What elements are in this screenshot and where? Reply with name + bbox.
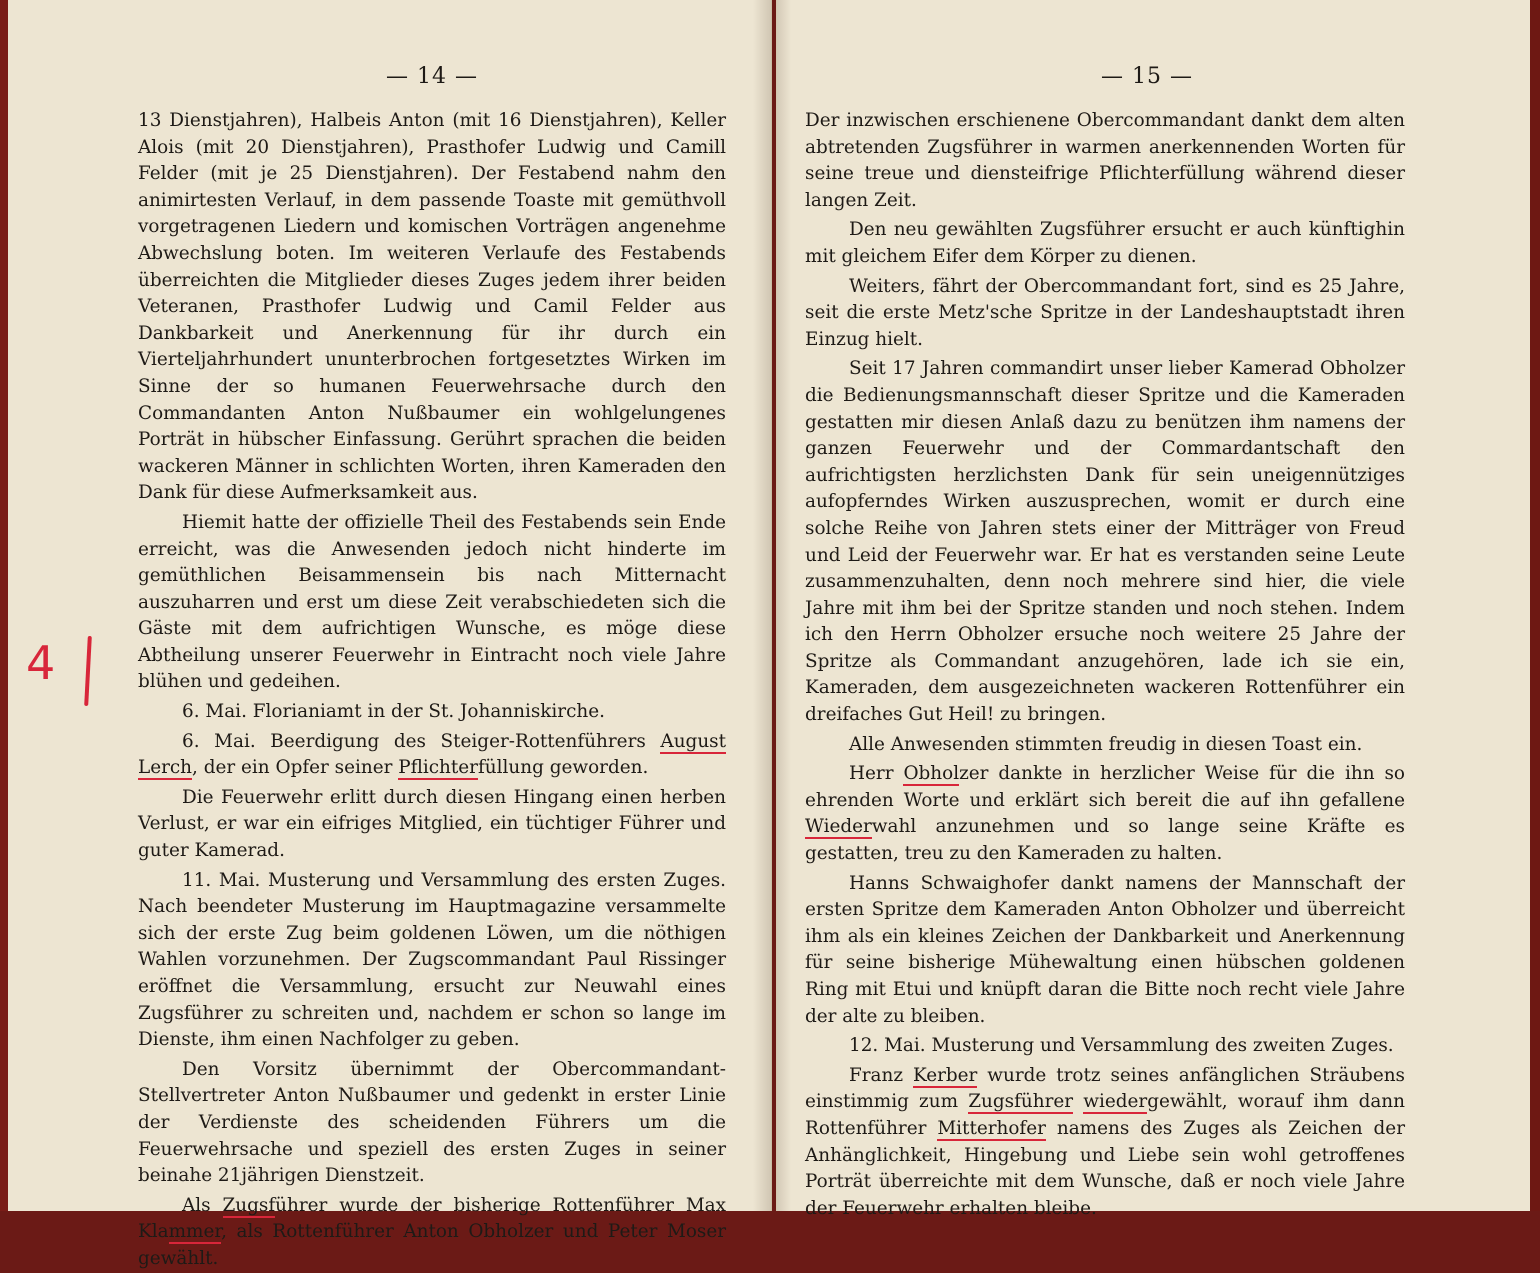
text-run: wahl anzunehmen und so lange seine Kräfte es gestatten, treu zu den Kameraden zu halten. — [805, 816, 1405, 865]
text-run: 6. Mai. Florianiamt in der St. Johanniskirche. — [182, 701, 605, 723]
underlined-text: Wieder — [805, 816, 872, 838]
text-run: , als Rottenführer Anton Obholzer und Peter Moser gewählt. — [138, 1221, 726, 1269]
text-run: zer dankte in herzlicher Weise für die ihn so ehrenden Worte und erklärt sich bereit die auf ihn gefallene — [805, 763, 1405, 811]
underlined-text: Pflichter — [398, 757, 478, 779]
left-page — [0, 0, 772, 1269]
text-run: Franz — [849, 1064, 913, 1086]
text-run: Seit 17 Jahren commandirt unser lieber Kamerad Obholzer die Bedienungsmannschaft dieser Spritze und die Kameraden gestatten mir diesen Anlaß dazu zu benützen ihm namens der ganzen Feuerwehr und der Commardantschaft den aufrichtigsten herzlichsten Dank für sein uneigennütziges aufopferndes Wirken auszusprechen, womit er durch eine solche Reihe von Jahren stets einer der Mitträger von Freud und Leid der Feuerwehr war. Er hat es verstanden seine Leute zusammenzuhalten, denn noch mehrere sind hier, die viele Jahre mit ihm bei der Spritze standen und noch stehen. Indem ich den Herrn Obholzer ersuche noch weitere 25 Jahre der Spritze als Commandant anzugehören, lade ich sie ein, Kameraden, dem ausgezeichneten wackeren Rottenführer ein dreifaches Gut Heil! zu bringen. — [805, 358, 1405, 726]
paragraph — [805, 761, 1405, 867]
paragraph — [138, 1193, 726, 1273]
underlined-text: Zugsf — [222, 1194, 276, 1216]
text-run: Die Feuerwehr erlitt durch diesen Hingang einen herben Verlust, er war ein eifriges Mitglied, ein tüchtiger Führer und guter Kamerad. — [138, 786, 726, 862]
paragraph — [138, 868, 726, 1054]
text-run: ührer wurde der bisherige Rottenführer Max Kla — [138, 1194, 726, 1243]
text-run: namens des Zuges als Zeichen der Anhänglichkeit, Hingebung und Liebe sein wohl getroffenes Porträt überreichte mit dem Wunsche, daß er noch viele Jahre der Feuerwehr erhalten bleibe. — [805, 1117, 1405, 1219]
text-run: füllung geworden. — [477, 757, 649, 779]
text-run: 12. Mai. Musterung und Versammlung des zweiten Zuges. — [849, 1035, 1394, 1057]
text-run: 11. Mai. Musterung und Versammlung des ersten Zuges. Nach beendeter Musterung im Hauptmagazine versammelte sich der erste Zug beim goldenen Löwen, um die nöthigen Wahlen vorzunehmen. Der Zugscommandant Paul Rissinger eröffnet die Versammlung, ersucht zur Neuwahl eines Zugsführer zu schreiten und, nachdem er schon so lange im Dienste, ihm einen Nachfolger zu geben. — [138, 869, 726, 1051]
paragraph — [138, 699, 726, 726]
text-run: gewählt, worauf ihm dann Rottenführer — [805, 1091, 1405, 1139]
paragraph — [805, 356, 1405, 728]
text-run: , der ein Opfer seiner — [192, 757, 399, 779]
book-edge-right — [1530, 0, 1540, 1211]
paragraph — [138, 785, 726, 865]
text-run: wurde trotz seines anfänglichen Sträubens einstimmig zum — [805, 1064, 1405, 1113]
paragraph — [138, 108, 726, 507]
paragraph — [805, 732, 1405, 759]
underlined-text: August Lerch — [138, 730, 726, 779]
paragraph — [805, 108, 1405, 214]
underlined-text: Obhol — [903, 763, 960, 785]
margin-annotation: 4 — [26, 636, 56, 690]
text-run: Als — [182, 1194, 223, 1216]
text-run: Hanns Schwaighofer dankt namens der Mannschaft der ersten Spritze dem Kameraden Anton Obholzer und überreicht ihm als ein kleines Zeichen der Dankbarkeit und Anerkennung für seine bisherige Mühewaltung einen hübschen goldenen Ring mit Etui und knüpft daran die Bitte noch recht viele Jahre der alte zu bleiben. — [805, 872, 1405, 1027]
paragraph — [805, 871, 1405, 1031]
underlined-text: Zugsführer — [968, 1091, 1074, 1113]
page-number-right: — 15 — — [1101, 64, 1193, 89]
paragraph — [138, 1057, 726, 1190]
text-run: Hiemit hatte der offizielle Theil des Festabends sein Ende erreicht, was die Anwesenden jedoch nicht hinderte im gemüthlichen Beisammensein bis nach Mitternacht auszuharren und erst um diese Zeit verabschiedeten sich die Gäste mit dem aufrichtigen Wunsche, es möge diese Abtheilung unserer Feuerwehr in Eintracht noch viele Jahre blühen und gedeihen. — [138, 511, 726, 693]
text-run: 6. Mai. Beerdigung des Steiger-Rottenführers — [182, 730, 661, 752]
underlined-text: wieder — [1083, 1091, 1148, 1113]
text-run: Weiters, fährt der Obercommandant fort, sind es 25 Jahre, seit die erste Metz'sche Spritze in der Landeshauptstadt ihren Einzug hielt. — [805, 275, 1405, 350]
paragraph — [805, 1033, 1405, 1060]
paragraph — [805, 274, 1405, 354]
text-run: Den neu gewählten Zugsführer ersucht er auch künftighin mit gleichem Eifer dem Körper zu dienen. — [805, 219, 1405, 267]
right-page — [776, 0, 1536, 1219]
book-edge — [0, 0, 8, 1211]
left-page-text — [138, 108, 726, 1273]
text-run: Den Vorsitz übernimmt der Obercommandant-Stellvertreter Anton Nußbaumer und gedenkt in erster Linie der Verdienste des scheidenden Führers um die Feuerwehrsache und speziell des ersten Zuges in seiner beinahe 21jährigen Dienstzeit. — [138, 1058, 726, 1187]
text-run — [1073, 1091, 1083, 1112]
text-run: Alle Anwesenden stimmten freudig in diesen Toast ein. — [849, 733, 1363, 755]
right-page-text — [805, 108, 1405, 1222]
text-run: Der inzwischen erschienene Obercommandant dankt dem alten abtretenden Zugsführer in warmen anerkennenden Worten für seine treue und diensteifrige Pflichterfüllung während dieser langen Zeit. — [805, 110, 1405, 211]
text-run: Herr — [849, 763, 904, 785]
page-number-left: — 14 — — [386, 64, 478, 89]
underlined-text: mmer — [168, 1221, 222, 1243]
underlined-text: Mitterhofer — [937, 1117, 1046, 1139]
paragraph — [138, 729, 726, 782]
paragraph — [805, 217, 1405, 270]
paragraph — [805, 1063, 1405, 1223]
text-run: 13 Dienstjahren), Halbeis Anton (mit 16 Dienstjahren), Keller Alois (mit 20 Dienstjahren), Prasthofer Ludwig und Camill Felder (mit je 25 Dienstjahren). Der Festabend nahm den animirtesten Verlauf, in dem passende Toaste mit gemüthvoll vorgetragenen Liedern und komischen Vorträgen angenehme Abwechslung boten. Im weiteren Verlaufe des Festabends überreichten die Mitglieder dieses Zuges jedem ihrer beiden Veteranen, Prasthofer Ludwig und Camil Felder aus Dankbarkeit und Anerkennung für ihr durch ein Vierteljahrhundert ununterbrochen fortgesetztes Wirken im Sinne der so humanen Feuerwehrsache durch den Commandanten Anton Nußbaumer ein wohlgelungenes Porträt in hübscher Einfassung. Gerührt sprachen die beiden wackeren Männer in schlichten Worten, ihren Kameraden den Dank für diese Aufmerksamkeit aus. — [138, 110, 726, 504]
underlined-text: Kerber — [912, 1064, 978, 1086]
paragraph — [138, 510, 726, 696]
